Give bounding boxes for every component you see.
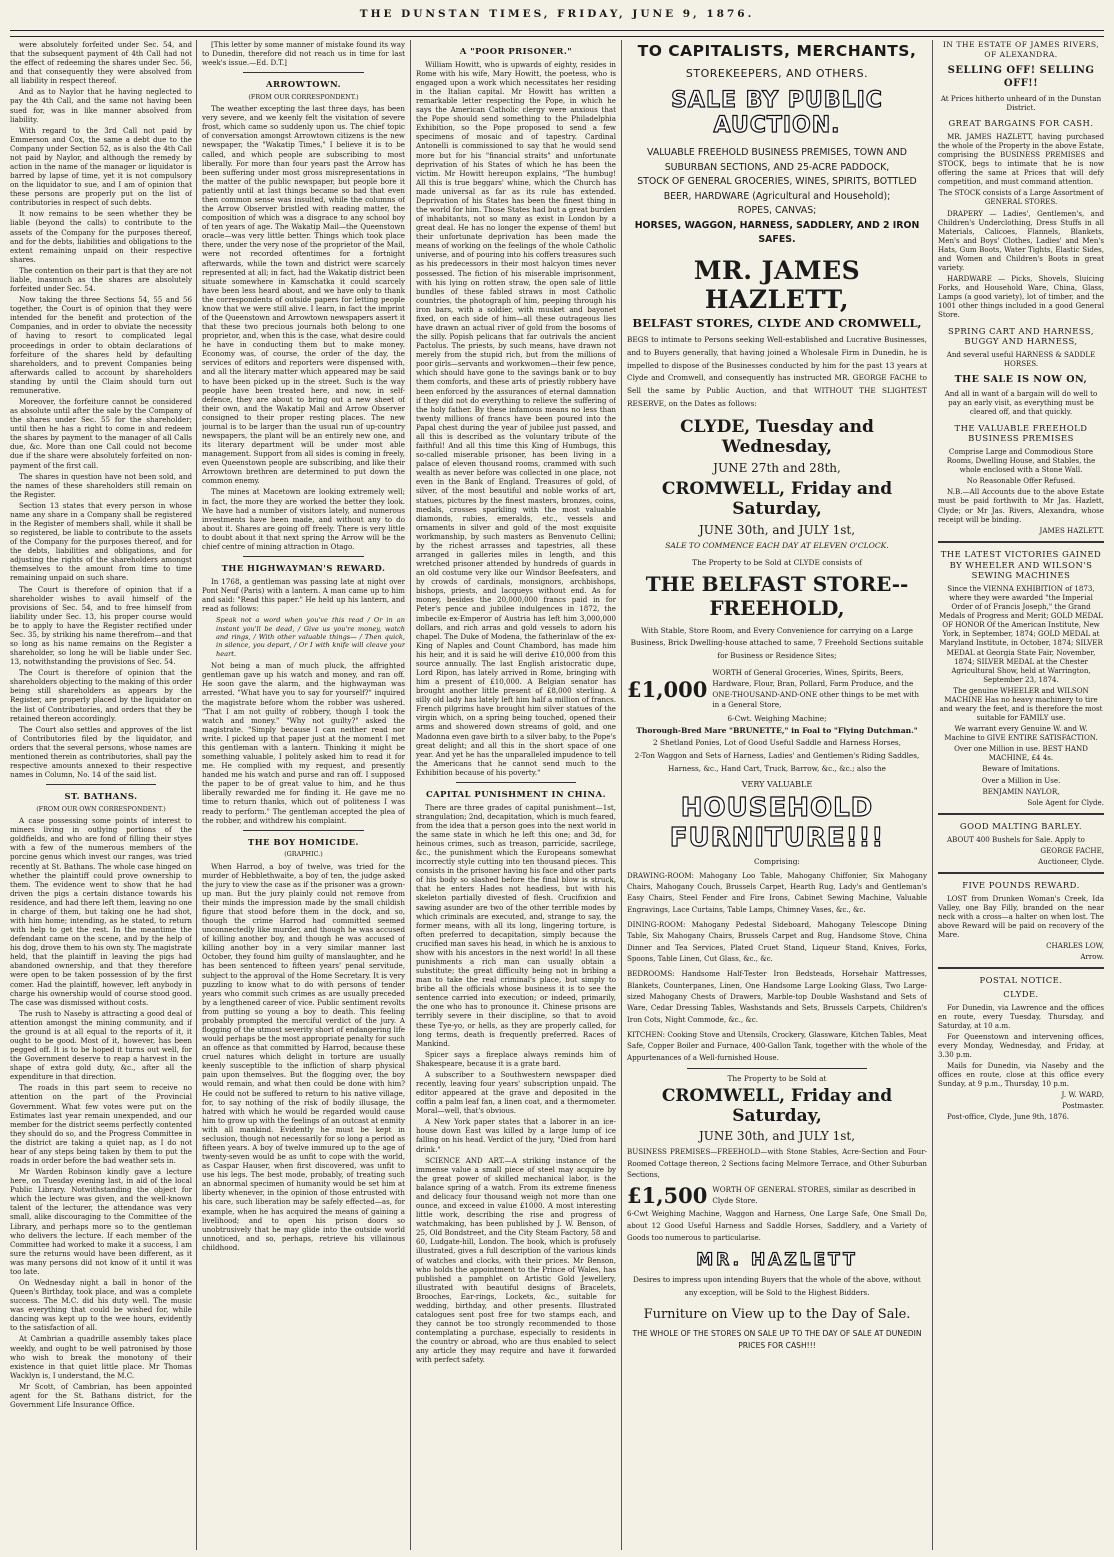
article-paragraph: The contention on their part is that they are not liable, inasmuch as the shares are absolutely forfeited under Sec. 54. xyxy=(10,265,192,294)
article-paragraph: Not being a man of much pluck, the affrighted gentleman gave up his watch and money, and ran off. He soon gave the alarm, and the highwayman was arrested. "What have you to say for yourself?" inquired the magistrate before whom the robber was ushered. "That I am not guilty of robbery, though I took the watch and money." "Why not guilty?" asked the magistrate. "Simply because I can neither read nor write. I picked up that paper just at the moment I met this gentleman with a lantern. Thinking it might be something valuable, I politely asked him to read it for me. He complied with my request, and presently handed me his watch and purse and ran off. I supposed the paper to be of great value to him, and he thus liberally rewarded me for finding it. He gave me no time to return thanks, which out of politeness I was ready to perform." The gentleman accepted the plea of the robber, and withdrew his complaint. xyxy=(202,661,405,825)
editor-note: [This letter by some manner of mistake found its way to Dunedin, therefore did not reach us in time for last week's issue.—Ed. D.T.] xyxy=(202,40,405,68)
ad-line: 6-Cwt Weighing Machine, Waggon and Harness, One Large Safe, One Small Do, about 12 Good Useful Harness and Saddle Horses, Saddlery, and a Variety of Goods too numerous to particularise. xyxy=(627,1209,927,1243)
article-paragraph: The Court is therefore of opinion that the shareholders objecting to the making of this order being still shareholders as appears by the Register, are properly placed by the liquidator on the list of Contributories, and orders that they be retained thereon accordingly. xyxy=(10,668,192,723)
ad-sale-time: SALE TO COMMENCE EACH DAY AT ELEVEN O'CLOCK. xyxy=(665,540,889,550)
article-paragraph: The weather excepting the last three days, has been very severe, and we keenly felt the visitation of severe frost, which came so suddenly upon us. The chief topic of conversation amongst Arrowtown citizens is the new newspaper, the "Wakatip Times," I believe it is to be called, and which people are subscribing to most liberally. For more than four years past the Arrow has been suffering under most gross misrepresentations in the matter of the public newspaper, but people bore it patiently until at last things became so bad that even then common sense was insulted, while the columns of the Arrow Observer bristled with reading matter, the composition of which was a disgrace to any school boy of ten years of age. The Wakatip Mail—the Queenstown oracle—was very little better. Things which took place there, under the very nose of the proprietor of the Mail, were not recorded oftentimes for a fortnight afterwards, while the town and district were scarcely represented at all; in fact, had the Wakatip district been situate somewhere in Kamschatka it could scarcely have been less heard about, and we have only to thank the correspondents of outside papers for letting people know that we were still alive. I learn, in fact the imprint of the Queenstown and Arrowtown newspapers assert it that these two precious journals both belong to one proprietor, and, when this is the case, what desire could he have in conducting them but to make money. Economy was, of course, the order of the day, the services of editors and reporters were dispensed with, and all the literary matter which appeared may be said to have been picked up in the street. Such is the way people have been treated here, and now, in self-defence, they are about to bring out a new sheet of their own, and the Wakatip Mail and Arrow Observer consigned to their proper resting places. The new journal is to be larger than the usual run of up-country newspapers, the plant will be an entirely new one, and its literary department will be under most able management. Support from all sides is coming in freely, even Queenstown people are subscribing, and like their Arrowtown brethren are determined to put down the common enemy. xyxy=(202,104,405,486)
signature: GEORGE FACHE, xyxy=(1040,845,1104,855)
ad-date-cromwell-days: JUNE 30th, and JULY 1st, xyxy=(698,522,856,537)
article-heading: ARROWTOWN. xyxy=(265,79,342,90)
article-paragraph: SCIENCE AND ART.—A striking instance of the immense value a small piece of steel may acquire by the great power of skilled mechanical labor, is the balance spring of a watch. From its extreme fineness and delicacy four thousand weigh not more than one ounce, and exceed in value £1000. A most interesting little work, describing the rise and progress of watchmaking, has been published by J. W. Benson, of 25, Old Bondstreet, and the City Steam Factory, 58 and 60, Ludgate-hill, London. The book, which is profusely illustrated, gives a full description of the various kinds of watches and clocks, with their prices. Mr Benson, who holds the appointment to the Prince of Wales, has published a pamphlet on Artistic Gold Jewellery, illustrated with beautiful designs of Bracelets, Brooches, Ear-rings, Lockets, &c., suitable for wedding, birthday, and other presents. Illustrated catalogues sent post free for two stamps each, and they cannot be too strongly recommended to those contemplating a purchase, especially to residents in the country or abroad, who are thus enabled to select any article they may require and have it forwarded with perfect safety. xyxy=(416,1155,616,1365)
notice-text: Over a Million in Use. xyxy=(981,775,1061,785)
signature: Auctioneer, Clyde. xyxy=(1038,856,1104,866)
notice-text: No Reasonable Offer Refused. xyxy=(966,476,1076,486)
ad-room-list: DRAWING-ROOM: Mahogany Loo Table, Mahogany Chiffonier, Six Mahogany Chairs, Mahogany Couch, Brussels Carpet, Hearth Rug, Lady's and Gentleman's Easy Chairs, Steel Fender and Fire Irons, Cabinet Sewing Machine, Valuable Engravings, Lace Curtains, Table Lamps, Chimney Vases, &c., &c. xyxy=(627,870,927,914)
ad-line: VERY VALUABLE xyxy=(741,779,813,789)
ad-line: The Property to be Sold at xyxy=(727,1074,827,1084)
ad-line: 2 Shetland Ponies, Lot of Good Useful Saddle and Harness Horses, xyxy=(653,738,901,748)
ad-intro: BEGS to intimate to Persons seeking Well-established and Lucrative Businesses, and to Buyers generally, that having joined a Wholesale Firm in Dunedin, he is impelled to dispose of the Businesses conducted by him for the past 13 years at Clyde and Cromwell, and consequently has instructed MR. GEORGE FACHE to Sell the same by Public Auction, and that WITHOUT THE SLIGHTEST RESERVE, on the Dates as follows: xyxy=(627,335,927,408)
notice-heading: CLYDE. xyxy=(1003,988,1039,999)
ad-line: 6-Cwt. Weighing Machine; xyxy=(727,714,827,724)
signature: Postmaster. xyxy=(1062,1101,1104,1111)
ad-belfast-store: THE BELFAST STORE--FREEHOLD, xyxy=(645,571,909,620)
notice-heading: GREAT BARGAINS FOR CASH. xyxy=(948,118,1094,129)
column-1 xyxy=(10,40,192,1550)
column-separator xyxy=(196,40,197,1550)
masthead-rule-2 xyxy=(10,36,1104,37)
article-heading: ST. BATHANS. xyxy=(64,791,138,802)
article-paragraph: It now remains to be seen whether they be liable (beyond the calls) to contribute to the assets of the Company for the purposes thereof, and for the debts, liabilities and obligations to the extent remaining unpaid on their respective shares. xyxy=(10,209,192,264)
masthead xyxy=(0,4,1114,30)
ad-footer: THE WHOLE OF THE STORES ON SALE UP TO THE DAY OF SALE AT DUNEDIN PRICES FOR CASH!!! xyxy=(632,1328,922,1350)
divider xyxy=(243,556,365,557)
ad-cromwell-days: JUNE 30th, and JULY 1st, xyxy=(698,1129,856,1144)
notice-heading: THE VALUABLE FREEHOLD BUSINESS PREMISES xyxy=(954,422,1088,444)
masthead-title: THE DUNSTAN TIMES, FRIDAY, JUNE 9, 1876. xyxy=(359,8,755,20)
notice-text: ABOUT 400 Bushels for Sale. Apply to xyxy=(947,834,1085,844)
notice-text: Post-office, Clyde, June 9th, 1876. xyxy=(947,1112,1070,1122)
poem: Speak not a word when you've this read / Or in an instant you'll be dead, / Give us you're money, watch and rings, / With other valuable things— / Then quick, in silence, you depart, / Or I with knife will cleave your heart. xyxy=(216,616,405,658)
ad-line: VALUABLE FREEHOLD BUSINESS PREMISES, TOWN AND SUBURBAN SECTIONS, AND 25-ACRE PADDOCK, xyxy=(647,147,907,173)
article-paragraph: Now taking the three Sections 54, 55 and 56 together, the Court is of opinion that they were intended for the benefit and protection of the Companies, and in order to obviate the necessity of having to resort to complicated legal proceedings in order to obtain declarations of forfeiture of the shares held by defaulting shareholders, and to prevent Companies being afterwards called to account by shareholders standing by until the Claim should turn out remunerative. xyxy=(10,295,192,395)
ad-amount: £1,000 xyxy=(627,677,708,703)
ad-line: WORTH of General Groceries, Wines, Spirits, Beers, Hardware, Flour, Bran, Pollard, Farm Produce, and the ONE-THOUSAND-AND-ONE other things to be met with in a General Store, xyxy=(712,667,920,710)
notice-heading: POSTAL NOTICE. xyxy=(979,975,1063,986)
ad-seller-name: MR. JAMES HAZLETT, xyxy=(693,256,861,315)
notice-heading: SPRING CART AND HARNESS, BUGGY AND HARNESS, xyxy=(947,325,1095,347)
masthead-rule xyxy=(10,30,1104,31)
article-paragraph: When Harrod, a boy of twelve, was tried for the murder of Hebblethwaite, a boy of ten, the judge asked the jury to view the case as if the prisoner was a grown-up man. But the jury plainly could not remove from their minds the impression made by the small childish figure that stood before them in the dock, and so, though the crime Harrod had committed seemed unconnectedly like murder, and though he was accused of killing another boy, and though he was accused of killing another boy in a very similar manner last October, they found him guilty of manslaughter, and he has been sentenced to fifteen years' penal servitude, subject to the approval of the Home Secretary. It is very puzzling to know what to do with persons of tender years who commit such crimes as are usually preceded by a lengthened career of vice. Public sentiment revolts from putting so young a boy to death. This feeling probably prompted the merciful verdict of the jury. A flogging of the utmost severity short of endangering life would perhaps be the most appropriate penalty for such an offence as that committed by Harrod, because these cruel natures which delight in torture are usually keenly susceptible to the infliction of sharp physical pain upon themselves. But the flogging over, the boy would remain, and what then could be done with him? He could not be suffered to return to his native village, for, to say nothing of the risk of bodily illusage, the hatred with which he would be regarded would cause him to grow up with the feelings of an outcast at enmity with all mankind. Evidently he must be kept in seclusion, though not necessarily for so long a period as fifteen years. A boy of twelve immured up to the age of twenty-seven would be as unfit to cope with the world, as Caspar Hauser, when first discovered, was unfit to use his legs. The best mode, probably, of treating such an abnormal specimen of humanity would be set him at liberty whenever, in the opinion of those entrusted with his care, such liberation may be safely effected—as, for example, when he has acquired the means of gaining a livelihood; and to open his prison doors so unobtrusively that he may glide into the outside world unnoticed, and so, perhaps, retrieve his villainous childhood. xyxy=(202,861,405,1252)
notice-text: N.B.—All Accounts due to the above Estate must be paid forthwith to Mr Jas. Hazlett, Clyde; or Mr Jas. Rivers, Alexandra, whose receipt will be binding. xyxy=(938,487,1104,524)
ad-cromwell-title: CROMWELL, Friday and Saturday, xyxy=(661,1086,893,1127)
signature: CHARLES LOW, xyxy=(1046,940,1104,950)
article-paragraph: In 1768, a gentleman was passing late at night over Pont Neuf (Paris) with a lantern. A man came up to him and said: "Read this paper." He held up his lantern, and read as follows: xyxy=(202,576,405,613)
ad-headline: TO CAPITALISTS, MERCHANTS, xyxy=(637,42,917,60)
divider xyxy=(46,784,155,785)
article-paragraph: The Court also settles and approves of the list of Contributories filed by the liquidator, and orders that the several persons, whose names are mentioned therein as contributories, shall pay the respective amounts annexed to their respective names in Column, No. 14 of the said list. xyxy=(10,724,192,780)
ad-line: Comprising: xyxy=(754,856,800,866)
article-paragraph: On Wednesday night a ball in honor of the Queen's Birthday, took place, and was a complete success. The M.C. did his duty well. The music was everything that could be wished for, while dancing was kept up to the wee hours, evidently to the satisfaction of all. xyxy=(10,1278,192,1333)
notice-text: For Dunedin, via Lawrence and the offices en route, every Tuesday, Thursday, and Saturday, at 10 a.m. xyxy=(938,1002,1104,1030)
ad-room-list: BEDROOMS: Handsome Half-Tester Iron Bedsteads, Horsehair Mattresses, Blankets, Counterpanes, Linen, One Handsome Large Looking Glass, Two Large-sized Mahogany Chests of Drawers, Marble-top Double Washstand and Sets of Ware, Cedar Dressing Tables, Washstands and Sets, Brussels Carpets, Children's Iron Cots, Night Commode, &c., &c. xyxy=(627,969,927,1024)
divider xyxy=(243,72,365,73)
notice-text: Comprise Large and Commodious Store Rooms, Dwelling House, and Stables, the whole enclosed with a Stone Wall. xyxy=(946,447,1096,475)
column-2 xyxy=(202,40,405,1550)
notice-heading: SELLING OFF! SELLING OFF!! xyxy=(947,65,1095,90)
ad-room-list: KITCHEN: Cooking Stove and Utensils, Crockery, Glassware, Kitchen Tables, Meat Safe, Copper Boiler and Furnace, 400-Gallon Tank, together with the whole of the Appurtenances of a Well-furnished House. xyxy=(627,1030,927,1062)
notice-text: Over one Million in use. BEST HAND MACHINE, £4 4s. xyxy=(954,744,1088,763)
article-paragraph: And as to Naylor that he having neglected to pay the 4th Call, and the same not having been sued for, was in like manner absolved from liability. xyxy=(10,87,192,124)
column-4-placeholder xyxy=(425,40,617,1550)
notice-text: Since the VIENNA EXHIBITION of 1873, where they were awarded "the Imperial Order of of Francis Joseph," the Grand Medals of Progress and Merit; GOLD MEDAL OF HONOR Of the American Institute, New York, in September, 1874; GOLD MEDAL at Maryland Institute, in October, 1874; SILVER MEDAL at Georgia State Fair, November, 1874; SILVER MEDAL at the Chester Agricultural Show, held at Warrington, September 23, 1874. xyxy=(939,584,1103,684)
column-separator xyxy=(410,40,411,1550)
article-byline: (FROM OUR OWN CORRESPONDENT.) xyxy=(36,804,166,813)
ad-amount: £1,500 xyxy=(627,1183,708,1209)
notice-text: LOST from Drunken Woman's Creek, Ida Valley, one Bay Filly, branded on the near neck with a cross—a halter on when lost. The above Reward will be paid on recovery of the Mare. xyxy=(938,893,1104,939)
article-heading: THE HIGHWAYMAN'S REWARD. xyxy=(221,563,386,573)
signature: Sole Agent for Clyde. xyxy=(1027,797,1104,807)
article-paragraph: The rush to Naseby is attracting a good deal of attention amongst the mining community, and if the ground is at all equal to the reports of it, it ought to be good. Most of it, however, has been pegged off. It is to be hoped it turns out well, for the Government deserve to reap a harvest in the shape of extra gold duty, &c., after all the expenditure in that direction. xyxy=(10,1008,192,1082)
notice-text: HARDWARE — Picks, Shovels, Sluicing Forks, and Household Ware, China, Glass, Lamps (a good variety), lot of timber, and the 1001 other things included in a good General Store. xyxy=(938,274,1104,320)
ad-line: BUSINESS PREMISES—FREEHOLD—with Stone Stables, Acre-Section and Four-Roomed Cottage thereon, 2 Sections facing Melmore Terrace, and Other Suburban Sections, xyxy=(627,1147,927,1179)
article-paragraph: The mines at Macetown are looking extremely well; in fact, the more they are worked the better they look. We have had a number of visitors lately, and numerous investments have been made, and without any to do about it. Shares are going off freely. There is very little to doubt about it that next spring the Arrow will be the chief centre of mining attraction in Otago. xyxy=(202,487,405,551)
column-separator xyxy=(621,40,622,1550)
notice-heading: THE SALE IS NOW ON, xyxy=(954,374,1088,386)
divider xyxy=(938,967,1104,969)
article-paragraph: William Howitt, who is upwards of eighty, resides in Rome with his wife, Mary Howitt, the poetess, who is engaged upon a work which necessitates her residing in the Italian capital. Mr Howitt has written a remarkable letter respecting the Pope, in which he says the American Catholic clergy were anxious that the Pope should send something to the Philadelphia Exhibition, so the Pope proposed to send a few specimens of mosaic and of tapestry. Cardinal Antonelli is commissioned to say that he would send more but for his "financial straits" and unfortunate deprivation of his States of which he has been the victim. Mr Howitt hereupon explains, "The humbug! All this is true beggars' whine, which the Church has made universal as far as its rule has extended. Deprivation of his States has been the finest thing in the world for him. Those States had but a great burden of inhabitants, not so many as exist in London by a great deal. He has no longer the expense of them! but their unfortunate deprivation has been made the means of working on the feelings of the whole Catholic universe, and of pouring into his coffers treasures such as his predecessors in their most halcyon times never possessed. The fiction of his miserable imprisonment, with his lying on rotten straw, the open sale of little bundles of these fabled straws in most Catholic countries, the photograph of him, peeping through his iron bars, with a soldier, with musket and bayonet fixed, on each side of him—all these outrageous lies have drawn an actual river of gold from the bosoms of the silly. Popish pelicans that far outrivals the ancient Pactolus. The priests, by such means, have drawn not merely from the stupid rich, but from the millions of poor girls—servants and workwomen—their few pence, which should have gone to the savings bank or to buy them comforts, and these arts of priestly robbery have been enforced by the assurances of eternal damnation if they did not do everything to relieve the suffering of the holy father. By these infamous means no less than twenty millions of francs have been poured into the Papal chest during the year of jubilee just passed, and all this is described as the voluntary tribute of the faithful! And all this time this King of Humbugs, this so-called miserable prisoner, has been living in a palace of eleven thousand rooms, crammed with such wealth as never before was collected in one place, not even in the Bank of England. Treasures of gold, of silver, of the most beautiful and noble works of art, statues, pictures by the finest masters, bronzes, coins, medals, crosses sparkling with the most valuable diamonds, rubies, emeralds, etc., vessels and ornaments in silver and gold of the most exquisite workmanship, by such masters as Benvenuto Cellini; by the richest arrasses and tapestries, all these arranged in galleries miles in length, and this wretched prisoner attended by hundreds of guards in an old costume very like our Windsor Beefeaters, and by crowds of cardinals, monsignors, archbishops, bishops, priests, and lacqueys without end. As for money, besides the 20,000,000 francs paid in for Peter's pence and jubilee indulgences in 1872, the imbecile ex-Emperor of Austria has left him 3,000,000 dollars, and rich arras and gold vessels to adorn his chapel. The Duke of Modena, the fatherinlaw of the ex-King of Naples and Count Chambord, has made him his heir, and it is said he will derive £10,000 from this source annually. The last English aristocratic dupe, Lord Ripon, has lately arrived in Rome, bringing with him a present of £10,000. A Belgian senator has brought another little present of £8,000 sterling. A silly old lady has lately left him half a million of francs. French pilgrims have brought him silver statues of the virgin which, on a spring being touched, opened their arms and showered down streams of gold, and one Madonna even gave birth to a silver baby, to the Pope's great delight; and all this in the short space of one year. And yet he has the unparalleled impudence to tell the Americans that he cannot send much to the Exhibition because of his poverty." xyxy=(416,59,616,777)
ad-line: WORTH OF GENERAL STORES, similar as described in Clyde Store. xyxy=(712,1184,916,1205)
article-paragraph: were absolutely forfeited under Sec. 54, and that the subsequent payment of 4th Call had not the effect of redeeming the shares under Sec. 56, and that consequently they were absolved from all liability in respect thereof. xyxy=(10,40,192,86)
ad-line: 2-Ton Waggon and Sets of Harness, Ladies' and Gentlemen's Riding Saddles, Harness, &c., Hand Cart, Truck, Barrow, &c., &c.; also the xyxy=(634,751,920,773)
notice-text: And all in want of a bargain will do well to pay an early visit, as everything must be cleared off, and that quickly. xyxy=(944,389,1098,417)
ad-stock-clyde xyxy=(627,668,927,711)
notice-heading: IN THE ESTATE OF JAMES RIVERS, OF ALEXANDRA. xyxy=(942,40,1100,59)
ad-line: The Property to be Sold at CLYDE consists of xyxy=(692,557,862,567)
article-paragraph: There are three grades of capital punishment—1st, strangulation; 2nd, decapitation, which is much feared, from the idea that a person goes into the next world in the same state in which he left this one; and 3d, for heinous crimes, such as treason, parricide, sacrilege, &c., the punishment which the Europeans somewhat incorrectly style cutting into ten thousand pieces. This consists in the prisoner having his face and other parts of his body so slashed before the final blow is struck, that he enters Hades not headless, but with his skeleton partially divested of flesh. Crucifixion and sawing asunder are two of the other terrible modes by which criminals are executed, and, strange to say, the former means, with all its long, lingering torture, is often preferred to decapitation, simply because the crucified man saves his head, in which he is anxious to show with his ancestors in the next world! In all these punishments a rich man can usually obtain a substitute; the great difficulty being not in bribing a man to take the real criminal's place, but simply to bribe all the officials whose business it is to see the sentence carried into execution; or indeed, primarily, the one who has to pronounce it. Chinese prisons are terribly severe in their discipline, so that to avoid these Tye-yo, or hells, as they are properly called, for long terms, death is frequently preferred. Races of Mankind. xyxy=(416,802,616,1048)
notice-heading: GOOD MALTING BARLEY. xyxy=(959,820,1083,831)
signature: JAMES HAZLETT. xyxy=(1039,525,1104,535)
article-paragraph: A subscriber to a Southwestern newspaper died recently, leaving four years' subscription unpaid. The editor appeared at the grave and deposited in the coffin a palm leaf fan, a linen coat, and a thermometer. Moral—well, that's obvious. xyxy=(416,1069,616,1116)
ad-view-line: Furniture on View up to the Day of Sale. xyxy=(643,1306,911,1322)
ad-hazlett: MR. HAZLETT xyxy=(696,1250,858,1271)
notice-heading: FIVE POUNDS REWARD. xyxy=(962,879,1080,890)
ad-line: With Stable, Store Room, and Every Convenience for carrying on a Large Business, Brick Dwelling-house attached to same, 7 Freehold Sections suitable for Business or Residence Sites; xyxy=(630,625,924,661)
article-paragraph: Moreover, the forfeiture cannot be considered as absolute until after the sale by the Company of the shares under Sec. 55 for the shareholder; until then he has a right to come in and redeem the shares by payment to the manager of all Calls due, &c. More than one Call could not become due if the share were absolutely forfeited on non-payment of the first call. xyxy=(10,396,192,470)
ad-subheadline: STOREKEEPERS, AND OTHERS. xyxy=(685,67,869,80)
ad-line: STOCK OF GENERAL GROCERIES, WINES, SPIRITS, BOTTLED BEER, HARDWARE (Agricultural and Household); xyxy=(637,176,917,202)
article-heading: CAPITAL PUNISHMENT IN CHINA. xyxy=(425,788,607,799)
ad-stock-cromwell xyxy=(627,1183,927,1208)
notice-text: For Queenstown and intervening offices, every Monday, Wednesday, and Friday, at 3.30 p.m. xyxy=(938,1031,1104,1059)
ad-date-clyde-days: JUNE 27th and 28th, xyxy=(713,460,841,475)
article-paragraph: The shares in question have not been sold, and the names of these shareholders still remain on the Register. xyxy=(10,471,192,499)
article-heading: THE BOY HOMICIDE. xyxy=(248,836,359,847)
divider xyxy=(938,872,1104,874)
divider xyxy=(938,813,1104,815)
ad-sale-title: SALE BY PUBLIC AUCTION. xyxy=(671,88,883,138)
article-paragraph: Mr Warden Robinson kindly gave a lecture here, on Tuesday evening last, in aid of the local Public Library. Notwithstanding the object for which the lecture was given, and the well-known talent of the lecturer, the attendance was very small, alike discouraging to the Committee of the Library, and perhaps more so to the gentleman who delivers the lecture. If each member of the Committee had worked to make it a success, I am sure the returns would have been different, as it was many persons did not know of it until it was too late. xyxy=(10,1167,192,1276)
ad-date-clyde: CLYDE, Tuesday and Wednesday, xyxy=(680,416,874,457)
article-paragraph: Spicer says a fireplace always reminds him of Shakespeare, because it is a grate bard. xyxy=(416,1049,616,1068)
article-paragraph: A case possessing some points of interest to miners living in outlying portions of the goldfields, and who are fond of filling their styes with a few of the numerous members of the porcine genus which invest our ranges, was tried recently at St. Bathans. The whole case hinged on whether the plaintiff could prove ownership to them. The evidence went to show that he had driven the pigs a certain distance towards his residence, and had there left them, leaving no one in charge of them, but taking one he had shot, with him home; intending, as he stated, to return with help to get the rest. In the meantime the defendant came on the scene, and by the help of his dog, drove them to his own sty. The magistrate held, that the plaintiff in leaving the pigs had abandoned ownership, and that they therefore were open to be taken possession of by the first comer. Had the plaintiff, however, left anybody in charge his ownership would of course stood good. The case was dismissed without costs. xyxy=(10,816,192,1007)
ad-room-list: DINING-ROOM: Mahogany Pedestal Sideboard, Mahogany Telescope Dining Table, Six Mahogany Chairs, Brussels Carpet and Rug, Handsome Stove, China Dinner and Tea Services, Plated Cruet Stand, Liqueur Stand, Knives, Forks, Spoons, Table Linen, Cut Glass, &c., &c. xyxy=(627,920,927,964)
article-paragraph: The roads in this part seem to receive no attention on the part of the Provincial Government. What few votes were put on the Estimates last year remain unexpended, and our member for the district seems perfectly contented they should do so, and the Progress Committee in the district are taking a quiet nap, as I do not hear of any steps being taken by them to put the roads in order before the bad weather sets in. xyxy=(10,1083,192,1165)
article-paragraph: A New York paper states that a laborer in an ice-house down East was killed by a large lump of ice falling on his head. Verdict of the jury, "Died from hard drink." xyxy=(416,1117,616,1154)
notice-text: MR. JAMES HAZLETT, having purchased the whole of the Property in the above Estate, comprising the BUSINESS PREMISES and STOCK, begs to intimate that he is now offering the same at Prices that will defy competition, and must command attention. xyxy=(938,131,1104,187)
ad-furniture-title: HOUSEHOLD FURNITURE!!! xyxy=(669,792,885,853)
article-paragraph: At Cambrian a quadrille assembly takes place weekly, and ought to be well patronised by those who wish to break the monotony of their existence in that quiet little place. Mr Thomas Wacklyn is, I understand, the M.C. xyxy=(10,1334,192,1380)
notice-text: The STOCK consists of a Large Assortment of GENERAL STORES. xyxy=(938,188,1104,207)
notice-heading: THE LATEST VICTORIES GAINED BY WHEELER AND WILSON'S SEWING MACHINES xyxy=(940,548,1102,581)
article-paragraph: The Court is therefore of opinion that if a shareholder wishes to avail himself of the provisions of Sec. 54, and to free himself from liability under Sec. 13, his proper course would be to apply to have the Register rectified under Sec. 35, by striking his name therefrom—and that so long as his name remains on the Register a shareholder, so long he will be liable under Sec. 13, notwithstanding the provisions of Sec. 54. xyxy=(10,584,192,667)
column-6 xyxy=(938,40,1104,1550)
article-byline: (GRAPHIC.) xyxy=(284,850,323,859)
signature: J. W. WARD, xyxy=(1061,1090,1104,1100)
notice-text: We warrant every Genuine W. and W. Machine to GIVE ENTIRE SATISFACTION. xyxy=(944,724,1098,743)
article-paragraph: Section 13 states that every person in whose name any share in a Company shall be registered in the Register of members shall, while it shall be so registered, be liable to contribute to the assets of the Company for the purposes thereof, and for the debts, liabilities and obligations, and for adjusting the rights of the shareholders amongst themselves to the amount from time to time remaining unpaid on such share. xyxy=(10,500,192,583)
signature: Arrow. xyxy=(1080,952,1104,961)
article-paragraph: Mr Scott, of Cambrian, has been appointed agent for the St. Bathans district, for the Government Life Insurance Office. xyxy=(10,1381,192,1410)
divider xyxy=(938,541,1104,543)
notice-text: DRAPERY — Ladies', Gentlemen's, and Children's Underclothing, Dress Stuffs in all Materials, Calicoes, Flannels, Blankets, Men's and Boys' Clothes, Ladies' and Men's Hats, Gum Boots, Water Tights, Elastic Sides, and Women and Children's Boots in great variety. xyxy=(938,208,1104,273)
signature: BENJAMIN NAYLOR, xyxy=(982,786,1060,796)
ad-line: Desires to impress upon intending Buyers that the whole of the above, without any exception, will be Sold to the Highest Bidders. xyxy=(633,1275,921,1297)
ad-line: Thorough-Bred Mare "BRUNETTE," in Foal to "Flying Dutchman." xyxy=(636,726,918,736)
ad-seller-stores: BELFAST STORES, CLYDE AND CROMWELL, xyxy=(632,316,922,331)
ad-line: HORSES, WAGGON, HARNESS, SADDLERY, AND 2 IRON SAFES. xyxy=(634,219,920,246)
article-byline: (FROM OUR CORRESPONDENT.) xyxy=(248,92,359,101)
ad-date-cromwell: CROMWELL, Friday and Saturday, xyxy=(661,478,893,519)
notice-text: The genuine WHEELER and WILSON MACHINE Has no heavy machinery to tire and weary the feet, and is therefore the most suitable for FAMILY use. xyxy=(939,685,1103,723)
notice-text: Beware of Imitations. xyxy=(982,764,1060,774)
notice-text: At Prices hitherto unheard of in the Dunstan District. xyxy=(940,94,1102,113)
divider xyxy=(687,1068,867,1069)
ad-line: ROPES, CANVAS; xyxy=(737,205,817,217)
column-separator xyxy=(932,40,933,1550)
divider xyxy=(243,830,365,831)
auction-advertisement xyxy=(627,40,927,1550)
article-heading: A "POOR PRISONER." xyxy=(459,46,573,56)
article-paragraph: With regard to the 3rd Call not paid by Emmerson and Cox, the same a debt due to the Company under Section 52, as is also the 4th Call not paid by Naylor, and although the remedy by action in the name of the manager or liquidator is barred by lapse of time, yet it is not compulsory on the liquidator to sue, and I am of opinion that these persons are properly put on the list of contributories in respect of such debts. xyxy=(10,125,192,208)
notice-text: Mails for Dunedin, via Naseby and the offices en route, close at this office every Sunday, at 9 p.m., Thursday, 10 p.m. xyxy=(938,1061,1104,1089)
notice-text: And several useful HARNESS & SADDLE HORSES. xyxy=(946,350,1096,369)
